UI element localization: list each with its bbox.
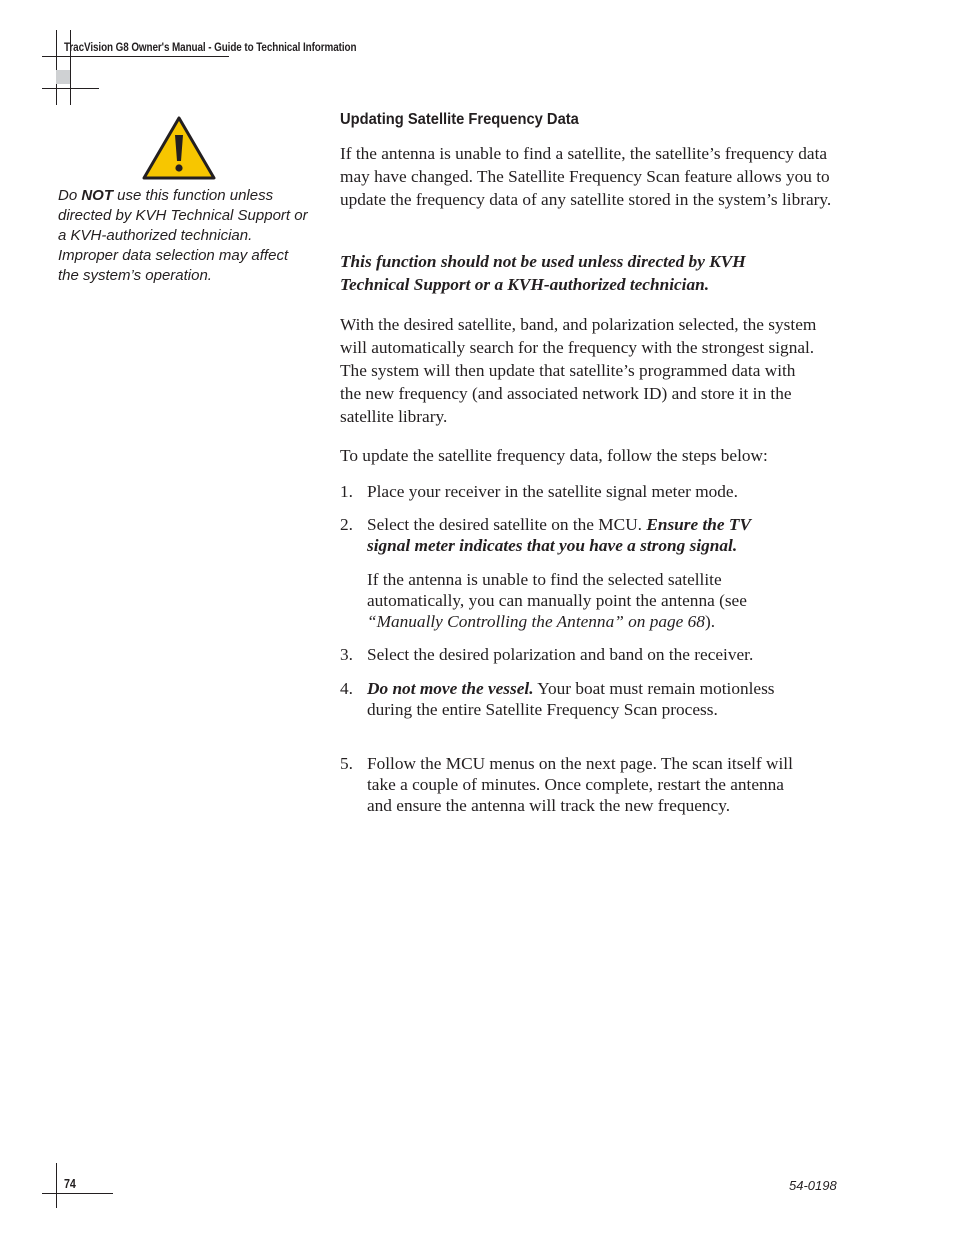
step-text: Do not move the vessel. Your boat must remain motionless during the entire Satellite Frequency Scan process. bbox=[367, 679, 775, 719]
step-text: Place your receiver in the satellite signal meter mode. bbox=[367, 482, 738, 501]
crop-mark bbox=[42, 1193, 113, 1194]
paragraph-intro: If the antenna is unable to find a satellite, the satellite’s frequency data may have changed. The Satellite Frequency Scan feature allows you to update the frequency data of any satellite stored in the system’s library. bbox=[340, 144, 832, 209]
step-text: Select the desired satellite on the MCU. Ensure the TV signal meter indicates that you have a strong signal. bbox=[367, 515, 751, 555]
step-subparagraph: If the antenna is unable to find the selected satellite automatically, you can manually point the antenna (see “Manually Controlling the Antenna” on page 68). bbox=[367, 570, 747, 631]
warning-paragraph: This function should not be used unless directed by KVH Technical Support or a KVH-authorized technician. bbox=[340, 252, 746, 294]
paragraph-steps-intro: To update the satellite frequency data, follow the steps below: bbox=[340, 446, 768, 465]
step-number: 5. bbox=[340, 754, 353, 773]
step-text: Select the desired polarization and band on the receiver. bbox=[367, 645, 754, 664]
step-number: 1. bbox=[340, 482, 353, 501]
header-title-part1: TracVision G8 Owner's Manual - bbox=[64, 42, 215, 54]
step-emphasis: Ensure the TV signal meter indicates that you have a strong signal. bbox=[367, 515, 751, 555]
step-number: 2. bbox=[340, 515, 353, 534]
step-emphasis: Do not move the vessel. bbox=[367, 679, 534, 698]
crop-mark bbox=[42, 56, 229, 57]
caution-emphasis: NOT bbox=[81, 187, 114, 204]
page-number: 74 bbox=[64, 1177, 76, 1191]
section-heading: Updating Satellite Frequency Data bbox=[340, 111, 579, 128]
cross-reference: “Manually Controlling the Antenna” on page 68 bbox=[367, 612, 705, 631]
step-number: 3. bbox=[340, 645, 353, 664]
step-number: 4. bbox=[340, 679, 353, 698]
running-header bbox=[64, 42, 356, 54]
document-number: 54-0198 bbox=[789, 1178, 837, 1193]
registration-square bbox=[56, 70, 70, 84]
header-title-part2: Guide to Technical Information bbox=[214, 42, 357, 54]
warning-triangle-icon bbox=[141, 115, 217, 181]
caution-note: Do NOT use this function unless directed by KVH Technical Support or a KVH-authorized technician. Improper data selection may affect the system’s operation. bbox=[58, 187, 308, 284]
crop-mark bbox=[56, 30, 57, 105]
paragraph-description: With the desired satellite, band, and polarization selected, the system will automatically search for the frequency with the strongest signal. The system will then update that satellite’s programmed data with the new frequency (and associated network ID) and store it in the satellite library. bbox=[340, 315, 817, 426]
crop-mark bbox=[56, 1163, 57, 1208]
crop-mark bbox=[42, 88, 99, 89]
step-text: Follow the MCU menus on the next page. The scan itself will take a couple of minutes. Once complete, restart the antenna and ensure the antenna will track the new frequency. bbox=[367, 754, 793, 815]
